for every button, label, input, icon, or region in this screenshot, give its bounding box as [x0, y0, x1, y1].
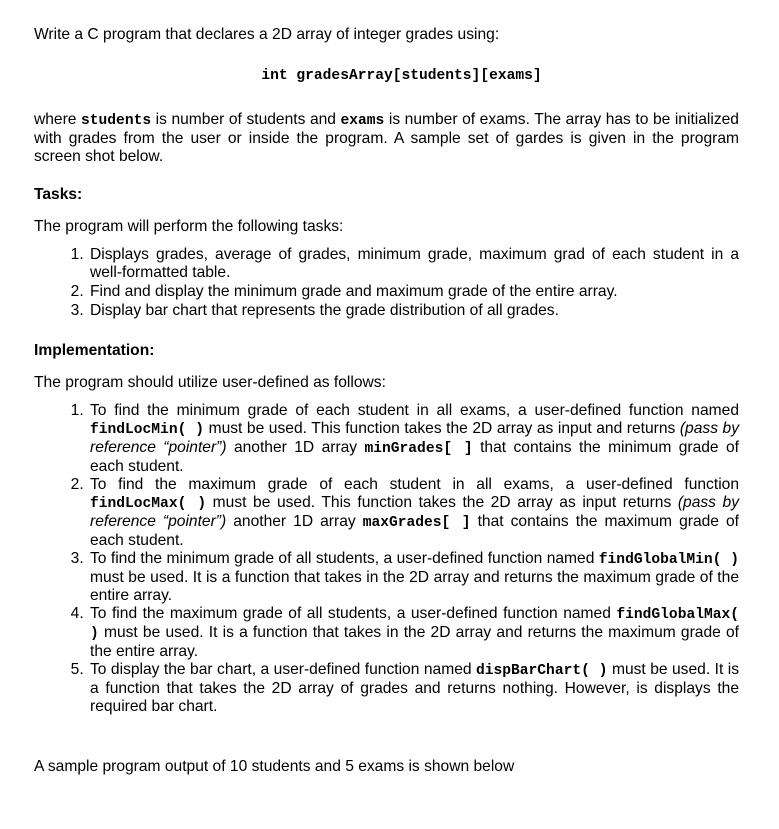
- intro-line: Write a C program that declares a 2D array of integer grades using:: [34, 26, 500, 43]
- implementation-intro: The program should utilize user-defined as follows:: [34, 374, 386, 391]
- tasks-heading: Tasks:: [34, 186, 83, 203]
- code-declaration: [64, 66, 739, 85]
- task-item-3: 3. Display bar chart that represents the grade distribution of all grades.: [88, 302, 739, 320]
- impl-4-text-b: must be used. It is a function that takes in the 2D array and returns the maximum grade of the entire array.: [90, 624, 739, 660]
- impl-item-1: [88, 402, 739, 476]
- impl-1-text-b: must be used. This function takes the 2D array as input and returns: [204, 420, 680, 437]
- impl-1-italic: (pass by reference “pointer”): [90, 420, 739, 456]
- para-text-1: where: [34, 111, 82, 128]
- impl-4-code-findglobalmax: findGlobalMax( ): [90, 607, 739, 642]
- impl-4-text-a: To find the maximum grade of all students, a user-defined function named: [90, 605, 617, 622]
- impl-2-text-d: that contains the maximum grade of each student.: [90, 513, 740, 549]
- para-code-students: students: [81, 113, 152, 129]
- impl-2-text-c: another 1D array: [226, 513, 363, 530]
- impl-1-text-d: that contains the minimum grade of each student.: [90, 439, 740, 475]
- impl-5-text-b: must be used. It is a function that takes the 2D array of grades and returns nothing. However, is displays the required bar chart.: [90, 661, 739, 715]
- code-declaration-text: int gradesArray[students][exams]: [261, 68, 542, 84]
- impl-2-code-findlocmax: findLocMax( ): [90, 496, 207, 512]
- implementation-list: [34, 402, 739, 716]
- impl-1-code-findlocmin: findLocMin( ): [90, 422, 205, 438]
- impl-1-text-c: another 1D array: [226, 439, 365, 456]
- task-item-2: 2. Find and display the minimum grade and maximum grade of the entire array.: [88, 283, 739, 301]
- impl-2-text-b: must be used. This function takes the 2D array as input returns: [206, 494, 678, 511]
- intro-paragraph: [34, 111, 739, 166]
- tasks-list: [34, 246, 739, 320]
- impl-item-4: [88, 605, 739, 661]
- impl-1-code-mingrades: minGrades[ ]: [364, 441, 473, 457]
- impl-2-italic: (pass by reference “pointer”): [90, 494, 740, 530]
- impl-2-text-a: To find the maximum grade of each student in all exams, a user-defined function: [90, 476, 739, 493]
- impl-2-code-maxgrades: maxGrades[ ]: [362, 515, 471, 531]
- impl-3-code-findglobalmin: findGlobalMin( ): [598, 552, 739, 568]
- tasks-intro: The program will perform the following tasks:: [34, 218, 344, 235]
- task-item-1: 1. Displays grades, average of grades, minimum grade, maximum grad of each student in a well-formatted table.: [88, 246, 739, 282]
- impl-3-text-b: must be used. It is a function that takes in the 2D array and returns the maximum grade of the entire array.: [90, 569, 739, 604]
- impl-item-5: [88, 661, 739, 716]
- impl-3-text-a: To find the minimum grade of all students, a user-defined function named: [90, 550, 599, 567]
- implementation-heading: Implementation:: [34, 342, 155, 359]
- footer-line: A sample program output of 10 students and 5 exams is shown below: [34, 758, 515, 775]
- para-code-exams: exams: [340, 113, 385, 129]
- impl-item-2: [88, 476, 739, 550]
- impl-item-3: [88, 550, 739, 605]
- impl-1-text-a: To find the minimum grade of each student in all exams, a user-defined function named: [90, 402, 739, 419]
- impl-5-code-dispbarchart: dispBarChart( ): [476, 663, 608, 679]
- impl-5-text-a: To display the bar chart, a user-defined function named: [90, 661, 476, 678]
- para-text-3: is number of exams. The array has to be initialized with grades from the user or inside the program. A sample set of gardes is given in the program screen shot below.: [34, 111, 739, 165]
- para-text-2: is number of students and: [151, 111, 341, 128]
